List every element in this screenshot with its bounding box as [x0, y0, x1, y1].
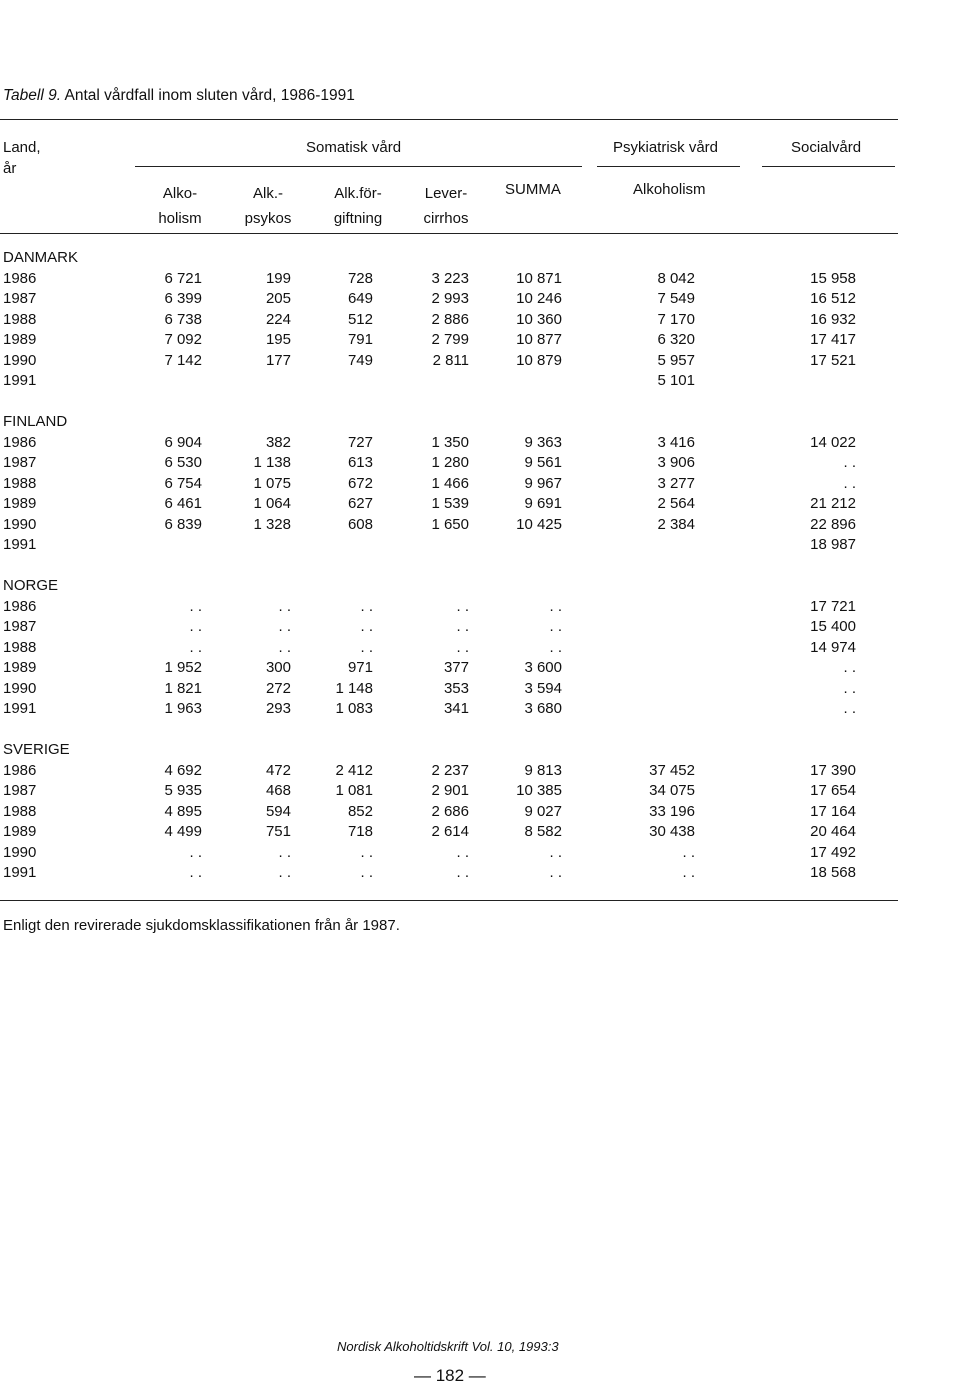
cell-levercirrhos: 2 614	[431, 823, 469, 840]
cell-levercirrhos: 1 539	[431, 495, 469, 512]
cell-alkoholism: 1 821	[164, 679, 202, 697]
cell-alkpsykos: 224	[265, 310, 291, 328]
cell-alkpsykos: 594	[265, 802, 291, 820]
cell-alkforgiftning: 608	[347, 515, 373, 533]
cell-year: 1987	[3, 782, 37, 799]
cell-alkforgiftning: 852	[347, 802, 373, 820]
cell-psy-alkoholism: 30 438	[649, 823, 695, 840]
cell-alkforgiftning: . .	[360, 597, 373, 615]
cell-alkpsykos: 272	[265, 679, 291, 697]
cell-alkoholism: . .	[189, 597, 202, 615]
cell-summa: . .	[549, 597, 562, 615]
cell-year: 1990	[3, 351, 37, 369]
cell-alkpsykos: 195	[265, 331, 291, 348]
cell-alkoholism: . .	[189, 864, 202, 881]
cell-year: 1991	[3, 864, 37, 881]
cell-socialvard: 16 512	[810, 290, 856, 307]
cell-levercirrhos: 2 799	[431, 331, 469, 348]
cell-socialvard: 15 400	[810, 618, 856, 635]
cell-alkpsykos: 177	[265, 351, 291, 369]
cell-alkforgiftning: 971	[347, 659, 373, 676]
cell-socialvard: 21 212	[810, 495, 856, 512]
cell-psy-alkoholism: 5 101	[657, 372, 695, 389]
cell-summa: . .	[549, 618, 562, 635]
cell-alkpsykos: . .	[278, 638, 291, 656]
cell-alkpsykos: 1 328	[253, 515, 291, 533]
bottom-rule	[0, 900, 898, 901]
cell-summa: 10 877	[516, 331, 562, 348]
cell-summa: 9 813	[524, 761, 562, 779]
cell-psy-alkoholism: 3 416	[657, 433, 695, 451]
cell-alkpsykos: 293	[265, 700, 291, 717]
cell-levercirrhos: 1 650	[431, 515, 469, 533]
cell-levercirrhos: 1 280	[431, 454, 469, 471]
cell-alkpsykos: 205	[265, 290, 291, 307]
cell-alkforgiftning: 749	[347, 351, 373, 369]
cell-psy-alkoholism: 8 042	[657, 269, 695, 287]
cell-levercirrhos: 1 350	[431, 433, 469, 451]
header-alkforgiftning: Alk.för- giftning	[333, 185, 383, 227]
cell-alkoholism: . .	[189, 843, 202, 861]
cell-summa: 10 425	[516, 515, 562, 533]
cell-year: 1989	[3, 659, 37, 676]
header-land: Land,	[3, 139, 41, 156]
cell-psy-alkoholism: 3 277	[657, 474, 695, 492]
cell-summa: 8 582	[524, 823, 562, 840]
cell-alkpsykos: 468	[265, 782, 291, 799]
cell-alkoholism: 6 754	[164, 474, 202, 492]
cell-levercirrhos: 1 466	[431, 474, 469, 492]
footnote: Enligt den revirerade sjukdomsklassifikationen från år 1987.	[3, 917, 400, 934]
cell-psy-alkoholism: 2 384	[657, 515, 695, 533]
cell-alkforgiftning: . .	[360, 638, 373, 656]
cell-year: 1990	[3, 679, 37, 697]
section-name: NORGE	[3, 577, 59, 594]
header-psy-alkoholism: Alkoholism	[633, 181, 706, 198]
journal-reference: Nordisk Alkoholtidskrift Vol. 10, 1993:3	[337, 1339, 559, 1354]
section-name: FINLAND	[3, 413, 68, 430]
cell-socialvard: 20 464	[810, 823, 856, 840]
cell-summa: 10 385	[516, 782, 562, 799]
cell-year: 1987	[3, 454, 37, 471]
cell-alkpsykos: 1 064	[253, 495, 291, 512]
cell-levercirrhos: 2 686	[431, 802, 469, 820]
cell-levercirrhos: . .	[456, 638, 469, 656]
cell-summa: 9 561	[524, 454, 562, 471]
cell-alkpsykos: . .	[278, 843, 291, 861]
cell-socialvard: 16 932	[810, 310, 856, 328]
cell-alkoholism: 6 721	[164, 269, 202, 287]
cell-psy-alkoholism: 3 906	[657, 454, 695, 471]
cell-year: 1987	[3, 618, 37, 635]
cell-levercirrhos: 2 237	[431, 761, 469, 779]
cell-summa: 3 680	[524, 700, 562, 717]
cell-alkpsykos: 1 075	[253, 474, 291, 492]
cell-alkoholism: 6 904	[164, 433, 202, 451]
cell-levercirrhos: 2 901	[431, 782, 469, 799]
cell-alkoholism: . .	[189, 638, 202, 656]
section-name: DANMARK	[3, 249, 79, 266]
header-social: Socialvård	[791, 139, 862, 156]
cell-summa: 3 594	[524, 679, 562, 697]
cell-levercirrhos: 341	[443, 700, 469, 717]
cell-summa: 10 879	[516, 351, 562, 369]
cell-summa: 10 360	[516, 310, 562, 328]
cell-levercirrhos: 3 223	[431, 269, 469, 287]
header-levercirrhos: Lever- cirrhos	[423, 185, 469, 227]
cell-alkoholism: 6 399	[164, 290, 202, 307]
cell-levercirrhos: 353	[443, 679, 469, 697]
cell-alkpsykos: 751	[265, 823, 291, 840]
header-psykiatrisk: Psykiatrisk vård	[613, 139, 719, 156]
cell-alkforgiftning: 791	[347, 331, 373, 348]
cell-alkforgiftning: 613	[347, 454, 373, 471]
cell-summa: . .	[549, 843, 562, 861]
cell-summa: . .	[549, 864, 562, 881]
cell-summa: 3 600	[524, 659, 562, 676]
cell-alkpsykos: 382	[265, 433, 291, 451]
header-somatisk: Somatisk vård	[306, 139, 402, 156]
cell-alkpsykos: 472	[265, 761, 291, 779]
cell-summa: 10 871	[516, 269, 562, 287]
cell-alkpsykos: . .	[278, 864, 291, 881]
cell-alkpsykos: 300	[265, 659, 291, 676]
cell-year: 1988	[3, 474, 37, 492]
cell-alkpsykos: . .	[278, 618, 291, 635]
cell-year: 1986	[3, 597, 37, 615]
cell-socialvard: . .	[843, 474, 856, 492]
cell-summa: 10 246	[516, 290, 562, 307]
cell-alkforgiftning: 627	[347, 495, 373, 512]
cell-levercirrhos: 377	[443, 659, 469, 676]
cell-year: 1991	[3, 536, 37, 553]
cell-socialvard: 17 721	[810, 597, 856, 615]
cell-alkoholism: . .	[189, 618, 202, 635]
cell-levercirrhos: . .	[456, 597, 469, 615]
cell-psy-alkoholism: 7 549	[657, 290, 695, 307]
cell-year: 1989	[3, 495, 37, 512]
cell-alkforgiftning: 727	[347, 433, 373, 451]
cell-year: 1991	[3, 372, 37, 389]
cell-alkforgiftning: 1 148	[335, 679, 373, 697]
cell-psy-alkoholism: 37 452	[649, 761, 695, 779]
cell-year: 1989	[3, 823, 37, 840]
cell-alkforgiftning: 1 081	[335, 782, 373, 799]
cell-psy-alkoholism: . .	[682, 864, 695, 881]
cell-psy-alkoholism: . .	[682, 843, 695, 861]
cell-socialvard: 18 568	[810, 864, 856, 881]
header-summa: SUMMA	[505, 181, 561, 198]
cell-summa: 9 691	[524, 495, 562, 512]
cell-alkforgiftning: 512	[347, 310, 373, 328]
cell-socialvard: 18 987	[810, 536, 856, 553]
cell-year: 1986	[3, 761, 37, 779]
cell-psy-alkoholism: 5 957	[657, 351, 695, 369]
cell-alkoholism: 5 935	[164, 782, 202, 799]
cell-summa: . .	[549, 638, 562, 656]
cell-summa: 9 027	[524, 802, 562, 820]
cell-psy-alkoholism: 34 075	[649, 782, 695, 799]
cell-alkforgiftning: . .	[360, 843, 373, 861]
cell-alkpsykos: 1 138	[253, 454, 291, 471]
cell-socialvard: 17 521	[810, 351, 856, 369]
cell-levercirrhos: 2 886	[431, 310, 469, 328]
cell-psy-alkoholism: 7 170	[657, 310, 695, 328]
cell-alkoholism: 6 461	[164, 495, 202, 512]
cell-socialvard: 15 958	[810, 269, 856, 287]
header-ar: år	[3, 160, 17, 177]
cell-year: 1989	[3, 331, 37, 348]
cell-alkforgiftning: 649	[347, 290, 373, 307]
cell-socialvard: . .	[843, 659, 856, 676]
cell-alkpsykos: 199	[265, 269, 291, 287]
cell-year: 1988	[3, 638, 37, 656]
cell-levercirrhos: 2 811	[432, 351, 469, 369]
cell-year: 1988	[3, 310, 37, 328]
cell-summa: 9 363	[524, 433, 562, 451]
cell-psy-alkoholism: 2 564	[657, 495, 695, 512]
cell-socialvard: 14 974	[810, 638, 856, 656]
cell-socialvard: . .	[843, 700, 856, 717]
cell-socialvard: 17 654	[810, 782, 856, 799]
cell-socialvard: 17 417	[810, 331, 856, 348]
cell-year: 1990	[3, 515, 37, 533]
cell-socialvard: 17 492	[810, 843, 856, 861]
header-alkoholism: Alko- holism	[158, 185, 202, 227]
cell-year: 1988	[3, 802, 37, 820]
cell-year: 1986	[3, 269, 37, 287]
cell-alkoholism: 4 499	[164, 823, 202, 840]
cell-alkoholism: 1 952	[164, 659, 202, 676]
cell-socialvard: 14 022	[810, 433, 856, 451]
cell-socialvard: . .	[843, 454, 856, 471]
cell-year: 1986	[3, 433, 37, 451]
cell-alkforgiftning: 1 083	[335, 700, 373, 717]
cell-year: 1987	[3, 290, 37, 307]
cell-alkoholism: 6 839	[164, 515, 202, 533]
cell-levercirrhos: . .	[456, 843, 469, 861]
cell-summa: 9 967	[524, 474, 562, 492]
header-alkpsykos: Alk.- psykos	[244, 185, 292, 227]
cell-alkoholism: 4 692	[164, 761, 202, 779]
cell-psy-alkoholism: 6 320	[657, 331, 695, 348]
section-name: SVERIGE	[3, 741, 70, 758]
cell-alkoholism: 1 963	[164, 700, 202, 717]
cell-alkoholism: 4 895	[164, 802, 202, 820]
cell-levercirrhos: 2 993	[431, 290, 469, 307]
table-label: Tabell 9.	[3, 87, 62, 104]
cell-alkoholism: 7 142	[164, 351, 202, 369]
cell-alkforgiftning: 2 412	[335, 761, 373, 779]
cell-alkoholism: 7 092	[164, 331, 202, 348]
table-title-text: Antal vårdfall inom sluten vård, 1986-1991	[64, 87, 355, 104]
cell-socialvard: 17 164	[810, 802, 856, 820]
cell-alkforgiftning: 718	[347, 823, 373, 840]
cell-levercirrhos: . .	[456, 864, 469, 881]
cell-alkforgiftning: 672	[347, 474, 373, 492]
cell-socialvard: . .	[843, 679, 856, 697]
cell-psy-alkoholism: 33 196	[649, 802, 695, 820]
cell-alkpsykos: . .	[278, 597, 291, 615]
cell-year: 1990	[3, 843, 37, 861]
cell-alkforgiftning: . .	[360, 864, 373, 881]
cell-socialvard: 17 390	[810, 761, 856, 779]
cell-year: 1991	[3, 700, 37, 717]
cell-levercirrhos: . .	[456, 618, 469, 635]
cell-alkforgiftning: . .	[360, 618, 373, 635]
cell-alkforgiftning: 728	[347, 269, 373, 287]
cell-alkoholism: 6 738	[164, 310, 202, 328]
cell-alkoholism: 6 530	[164, 454, 202, 471]
cell-socialvard: 22 896	[810, 515, 856, 533]
page-number: — 182 —	[414, 1366, 486, 1385]
